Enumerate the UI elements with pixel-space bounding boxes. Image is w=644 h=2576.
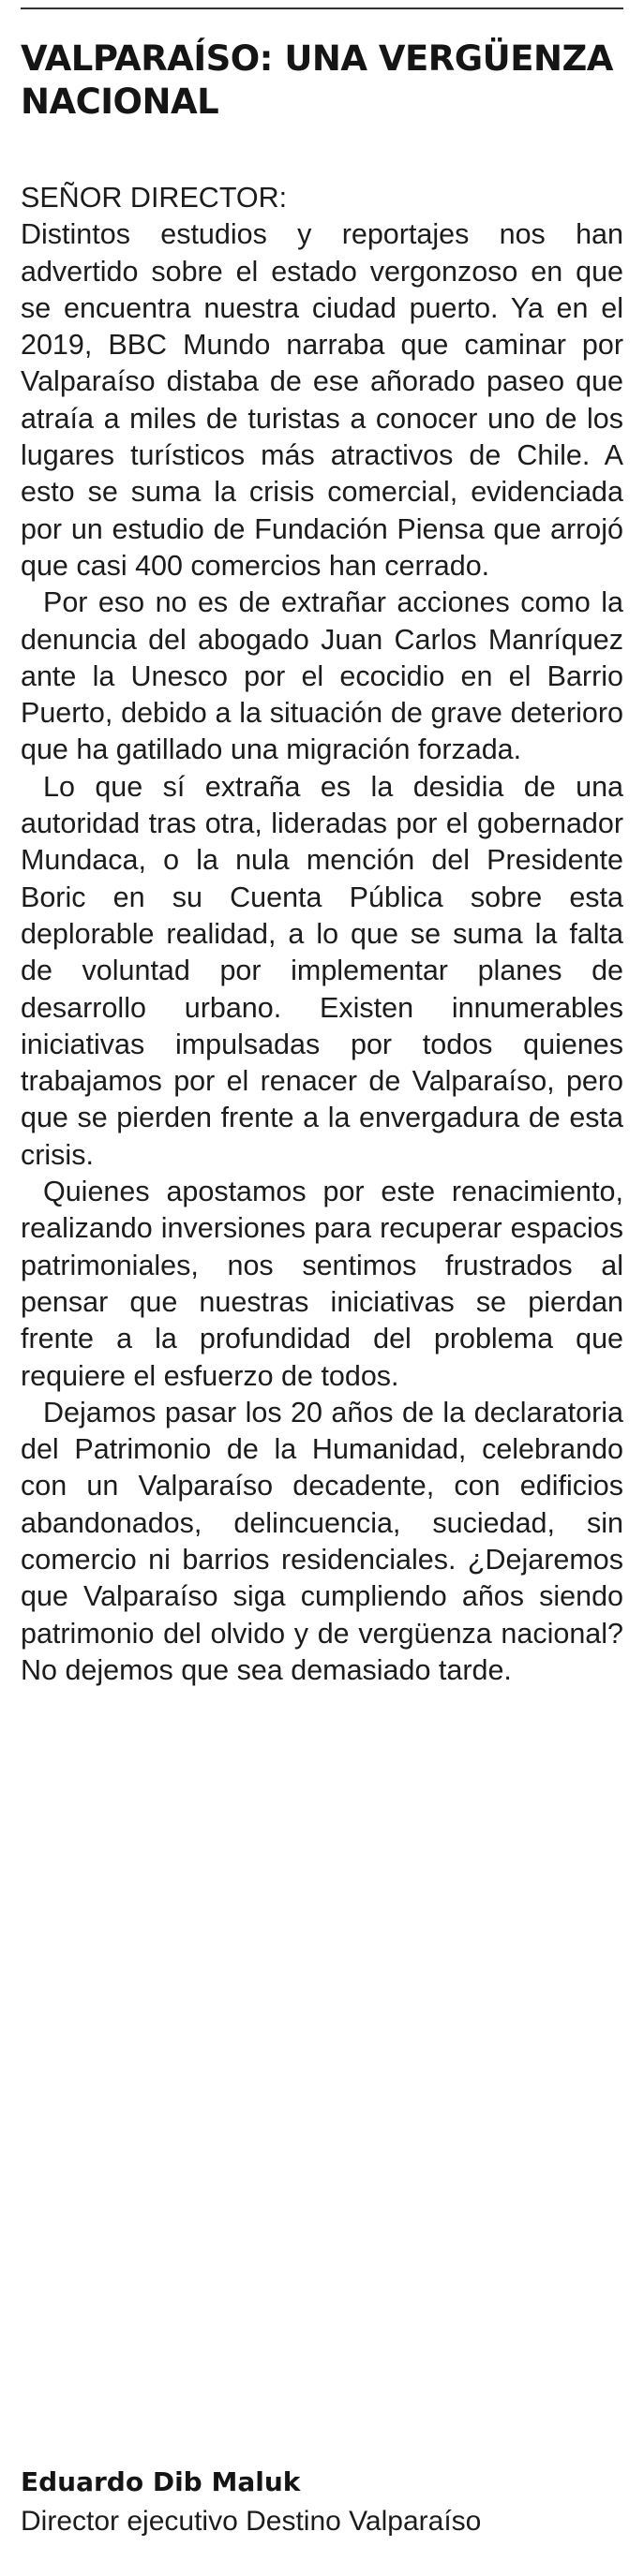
paragraph-2: Por eso no es de extrañar acciones como la denuncia del abogado Juan Carlos Manríquez ante la Unesco por el ecocidio en el Barrio Puerto, debido a la situación de grave deterioro que ha gatillado una migración forzada. [21, 586, 623, 766]
paragraph-5: Dejamos pasar los 20 años de la declaratoria del Patrimonio de la Humanidad, celebrando con un Valparaíso decadente, con edificios abandonados, delincuencia, suciedad, sin comercio ni barrios residenciales. ¿Dejaremos que Valparaíso siga cumpliendo años siendo patrimonio del olvido y de vergüenza nacional? No dejemos que sea demasiado tarde. [21, 1396, 623, 1686]
paragraph-4: Quienes apostamos por este renacimiento, realizando inversiones para recuperar espacios patrimoniales, nos sentimos frustrados al pensar que nuestras iniciativas se pierdan frente a la profundidad del problema que requiere el esfuerzo de todos. [21, 1176, 623, 1392]
top-divider [21, 7, 623, 9]
author-name: Eduardo Dib Maluk [21, 2466, 301, 2497]
paragraph-3: Lo que sí extraña es la desidia de una autoridad tras otra, lideradas por el gobernador Mundaca, o la nula mención del Presidente Boric en su Cuenta Pública sobre esta deplorable realidad, a lo que se suma la falta de voluntad por implementar planes de desarrollo urbano. Existen innumerables iniciativas impulsadas por todos quienes trabajamos por el renacer de Valparaíso, pero que se pierden frente a la envergadura de esta crisis. [21, 770, 623, 1171]
headline: VALPARAÍSO: UNA VERGÜENZA NACIONAL [21, 38, 613, 122]
author-role: Director ejecutivo Destino Valparaíso [21, 2506, 482, 2537]
signature-block [21, 2464, 623, 2542]
salutation: SEÑOR DIRECTOR: [21, 182, 288, 214]
paragraph-1: Distintos estudios y reportajes nos han advertido sobre el estado vergonzoso en que se encuentra nuestra ciudad puerto. Ya en el 2019, BBC Mundo narraba que caminar por Valparaíso distaba de ese añorado paseo que atraía a miles de turistas a conocer uno de los lugares turísticos más atractivos de Chile. A esto se suma la crisis comercial, evidenciada por un estudio de Fundación Piensa que arrojó que casi 400 comercios han cerrado. [21, 218, 623, 582]
letter-body [21, 180, 623, 1689]
